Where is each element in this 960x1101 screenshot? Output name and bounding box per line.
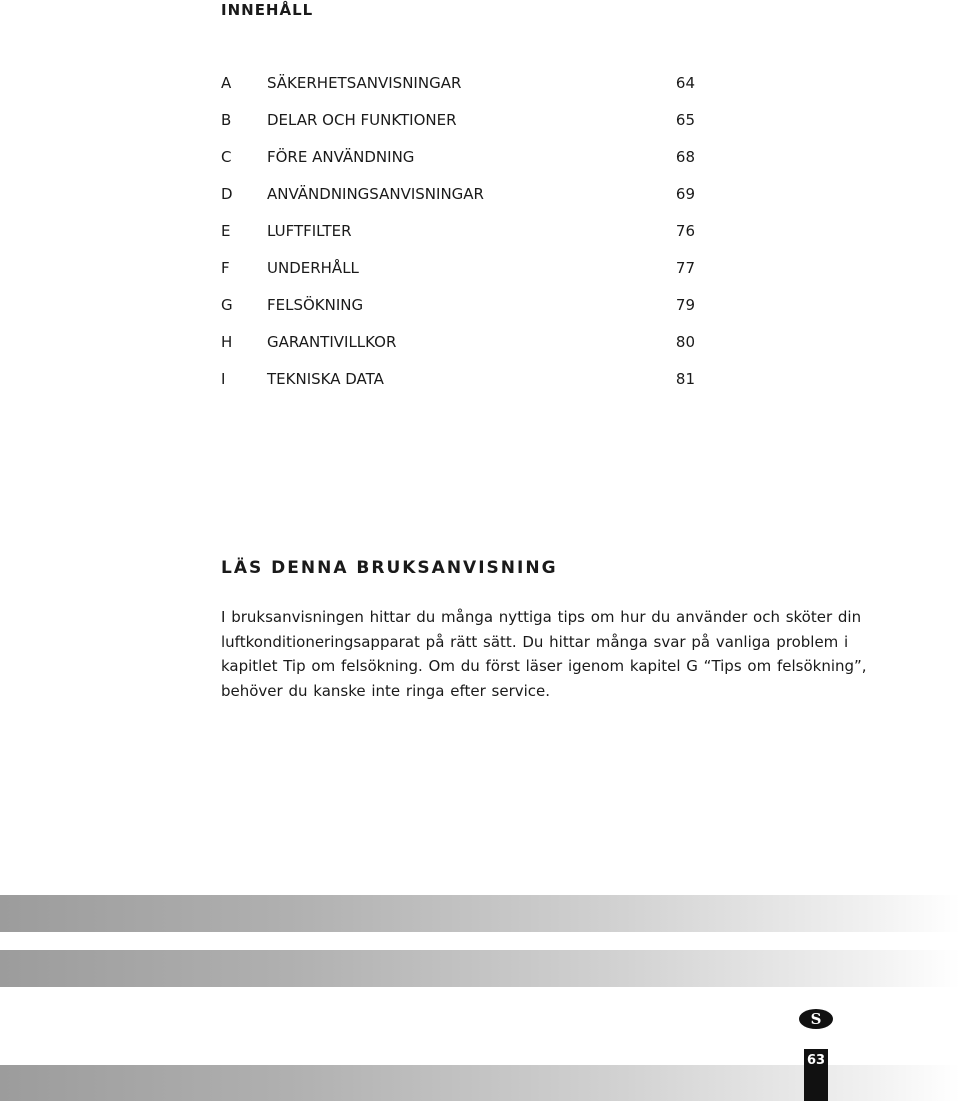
toc-row (221, 109, 701, 146)
toc-page: 64 (675, 74, 695, 92)
toc-letter: A (221, 74, 232, 92)
toc-page: 65 (675, 111, 695, 129)
toc-title: UNDERHÅLL (267, 259, 359, 277)
toc-row (221, 220, 701, 257)
toc-row (221, 294, 701, 331)
toc-row (221, 331, 701, 368)
language-badge: S (799, 1009, 833, 1029)
toc-row (221, 183, 701, 220)
toc-page: 68 (675, 148, 695, 166)
toc-page: 79 (675, 296, 695, 314)
decorative-band (0, 950, 960, 987)
page-number: 63 (804, 1049, 828, 1101)
toc-title: SÄKERHETSANVISNINGAR (267, 74, 462, 92)
toc-title: FÖRE ANVÄNDNING (267, 148, 415, 166)
toc-letter: I (221, 370, 226, 388)
toc-title: ANVÄNDNINGSANVISNINGAR (267, 185, 484, 203)
toc-letter: H (221, 333, 233, 351)
toc-title: TEKNISKA DATA (267, 370, 384, 388)
toc-row (221, 72, 701, 109)
toc-title: LUFTFILTER (267, 222, 352, 240)
page-title: INNEHÅLL (221, 1, 314, 19)
toc-letter: B (221, 111, 232, 129)
toc-row (221, 146, 701, 183)
toc-row (221, 257, 701, 294)
table-of-contents (221, 72, 701, 405)
toc-letter: C (221, 148, 232, 166)
decorative-band (0, 895, 960, 932)
toc-page: 69 (675, 185, 695, 203)
toc-page: 76 (675, 222, 695, 240)
toc-row (221, 368, 701, 405)
section-heading: LÄS DENNA BRUKSANVISNING (221, 558, 558, 578)
section-body-text: I bruksanvisningen hittar du många nyttiga tips om hur du använder och sköter din luftkonditioneringsapparat på rätt sätt. Du hittar många svar på vanliga problem i kapitlet Tip om felsökning. Om du först läser igenom kapitel G “Tips om felsökning”, behöver du kanske inte ringa efter service. (221, 608, 867, 700)
toc-letter: F (221, 259, 230, 277)
toc-page: 81 (675, 370, 695, 388)
toc-letter: D (221, 185, 233, 203)
toc-letter: E (221, 222, 231, 240)
toc-title: FELSÖKNING (267, 296, 364, 314)
toc-page: 80 (675, 333, 695, 351)
toc-title: DELAR OCH FUNKTIONER (267, 111, 457, 129)
toc-title: GARANTIVILLKOR (267, 333, 397, 351)
toc-letter: G (221, 296, 233, 314)
toc-page: 77 (675, 259, 695, 277)
